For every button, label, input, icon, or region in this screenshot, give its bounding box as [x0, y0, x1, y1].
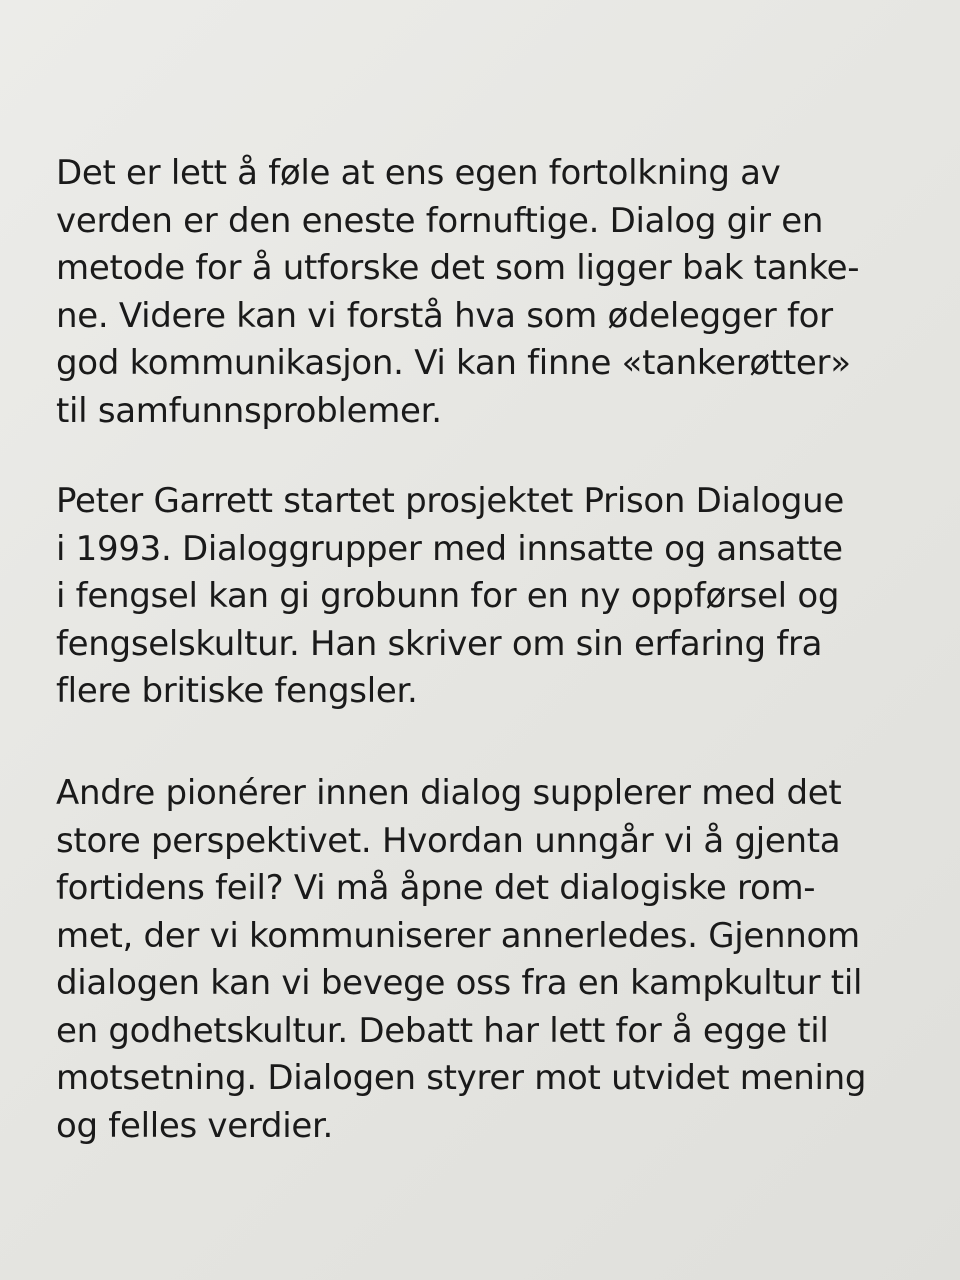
text-line: en godhetskultur. Debatt har lett for å egge til — [56, 1010, 829, 1051]
text-line: flere britiske fengsler. — [56, 671, 418, 711]
text-line: god kommunikasjon. Vi kan finne «tankerøtter» — [56, 343, 851, 383]
text-line: Andre pionérer innen dialog supplerer med det — [56, 773, 842, 813]
text-line: met, der vi kommuniserer annerledes. Gjennom — [56, 915, 860, 956]
text-line: store perspektivet. Hvordan unngår vi å gjenta — [56, 820, 841, 861]
text-line: fengselskultur. Han skriver om sin erfaring fra — [56, 623, 823, 664]
paragraph-3 — [56, 770, 866, 1150]
text-line: i 1993. Dialoggrupper med innsatte og ansatte — [56, 528, 843, 569]
text-line: i fengsel kan gi grobunn for en ny oppførsel og — [56, 576, 840, 616]
text-line: til samfunnsproblemer. — [56, 390, 442, 431]
paragraph-2 — [56, 478, 844, 716]
text-line: metode for å utforske det som ligger bak tanke- — [56, 248, 860, 288]
text-line: dialogen kan vi bevege oss fra en kampkultur til — [56, 963, 863, 1003]
text-line: Det er lett å føle at ens egen fortolkning av — [56, 153, 781, 193]
text-line: verden er den eneste fornuftige. Dialog gir en — [56, 200, 824, 241]
text-line: ne. Videre kan vi forstå hva som ødelegger for — [56, 295, 833, 336]
text-line: Peter Garrett startet prosjektet Prison Dialogue — [56, 481, 845, 521]
text-line: og felles verdier. — [56, 1105, 334, 1146]
text-line: fortidens feil? Vi må åpne det dialogiske rom- — [56, 868, 816, 908]
text-line: motsetning. Dialogen styrer mot utvidet mening — [56, 1058, 867, 1098]
paragraph-1 — [56, 150, 859, 435]
